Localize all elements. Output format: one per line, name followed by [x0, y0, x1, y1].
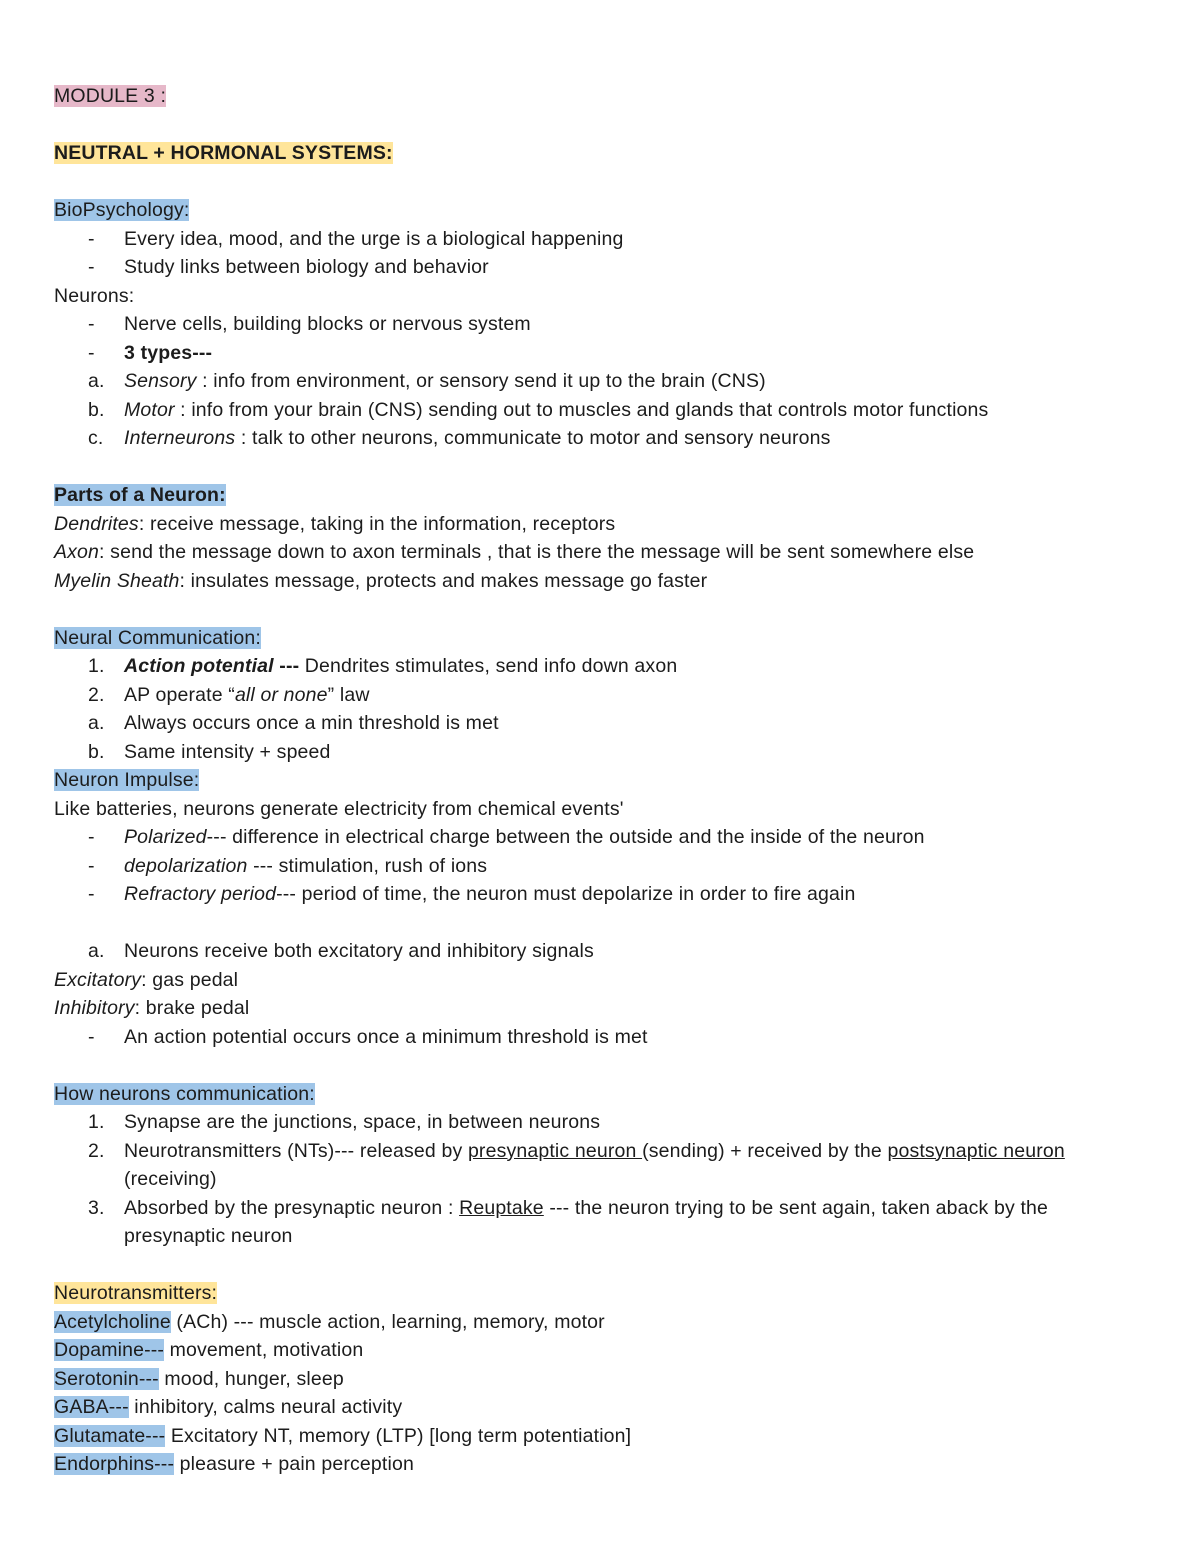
impulse-bullet: - Refractory period--- period of time, the neuron must depolarize in order to fire again [88, 883, 856, 905]
main-title-line [54, 139, 1154, 168]
nt-row: Serotonin--- mood, hunger, sleep [54, 1367, 344, 1390]
nts-heading: Neurotransmitters: [54, 1282, 218, 1304]
how-heading: How neurons communication: [54, 1082, 315, 1105]
how-item: 3. Absorbed by the presynaptic neuron : Reuptake --- the neuron trying to be sent again, taken aback by the presynaptic neuron [88, 1196, 1049, 1247]
module-title: MODULE 3 : [54, 85, 167, 107]
biopsych-heading-line [54, 196, 1154, 225]
impulse-item-a: a. Neurons receive both excitatory and inhibitory signals [88, 940, 594, 962]
nt-row: Dopamine--- movement, motivation [54, 1339, 364, 1361]
neurons-bullet: - 3 types--- [88, 341, 213, 364]
biopsych-bullet: - Every idea, mood, and the urge is a biological happening [88, 227, 624, 250]
impulse-intro: Like batteries, neurons generate electricity from chemical events' [54, 797, 624, 820]
biopsych-bullet: - Study links between biology and behavior [88, 256, 489, 278]
nt-row: Glutamate--- Excitatory NT, memory (LTP) [long term potentiation] [54, 1424, 632, 1447]
biopsych-heading: BioPsychology: [54, 199, 190, 221]
neurons-bullet: - Nerve cells, building blocks or nervous system [88, 313, 531, 335]
neural-comm-sub: b. Same intensity + speed [88, 740, 331, 763]
neural-comm-item: 1. Action potential --- Dendrites stimulates, send info down axon [88, 655, 678, 677]
impulse-def: Inhibitory: brake pedal [54, 997, 250, 1019]
parts-row: Myelin Sheath: insulates message, protects and makes message go faster [54, 569, 708, 592]
main-title: NEUTRAL + HORMONAL SYSTEMS: [54, 142, 393, 164]
parts-heading: Parts of a Neuron: [54, 484, 226, 506]
neural-comm-heading-line [54, 624, 1154, 653]
nt-row: GABA--- inhibitory, calms neural activity [54, 1396, 403, 1418]
module-title-line [54, 82, 1154, 111]
neurons-heading: Neurons: [54, 284, 135, 307]
neuron-type-item: a. Sensory : info from environment, or sensory send it up to the brain (CNS) [88, 370, 766, 392]
parts-row: Axon: send the message down to axon terminals , that is there the message will be sent somewhere else [54, 541, 975, 563]
neural-comm-sub: a. Always occurs once a min threshold is met [88, 712, 499, 734]
impulse-heading-line [54, 766, 1154, 795]
parts-row: Dendrites: receive message, taking in the information, receptors [54, 512, 616, 535]
nt-row: Endorphins--- pleasure + pain perception [54, 1453, 414, 1475]
nt-row: Acetylcholine (ACh) --- muscle action, learning, memory, motor [54, 1310, 605, 1333]
neuron-type-item: c. Interneurons : talk to other neurons, communicate to motor and sensory neurons [88, 427, 831, 449]
how-item: 1. Synapse are the junctions, space, in between neurons [88, 1111, 601, 1133]
parts-heading-line [54, 481, 1154, 510]
nts-heading-line [54, 1279, 1154, 1308]
neural-comm-heading: Neural Communication: [54, 626, 261, 649]
impulse-bullet: - depolarization --- stimulation, rush of ions [88, 854, 488, 877]
how-item: 2. Neurotransmitters (NTs)--- released by presynaptic neuron (sending) + received by the postsynaptic neuron (receiving) [88, 1139, 1065, 1190]
impulse-heading: Neuron Impulse: [54, 769, 200, 791]
impulse-bullet: - Polarized--- difference in electrical charge between the outside and the inside of the neuron [88, 826, 925, 848]
document-page [54, 82, 1154, 1479]
impulse-last-bullet: - An action potential occurs once a minimum threshold is met [88, 1025, 648, 1048]
neuron-type-item: b. Motor : info from your brain (CNS) sending out to muscles and glands that controls motor functions [88, 398, 989, 421]
impulse-def: Excitatory: gas pedal [54, 968, 239, 991]
neural-comm-item: 2. AP operate “all or none” law [88, 683, 370, 706]
how-heading-line [54, 1080, 1154, 1109]
